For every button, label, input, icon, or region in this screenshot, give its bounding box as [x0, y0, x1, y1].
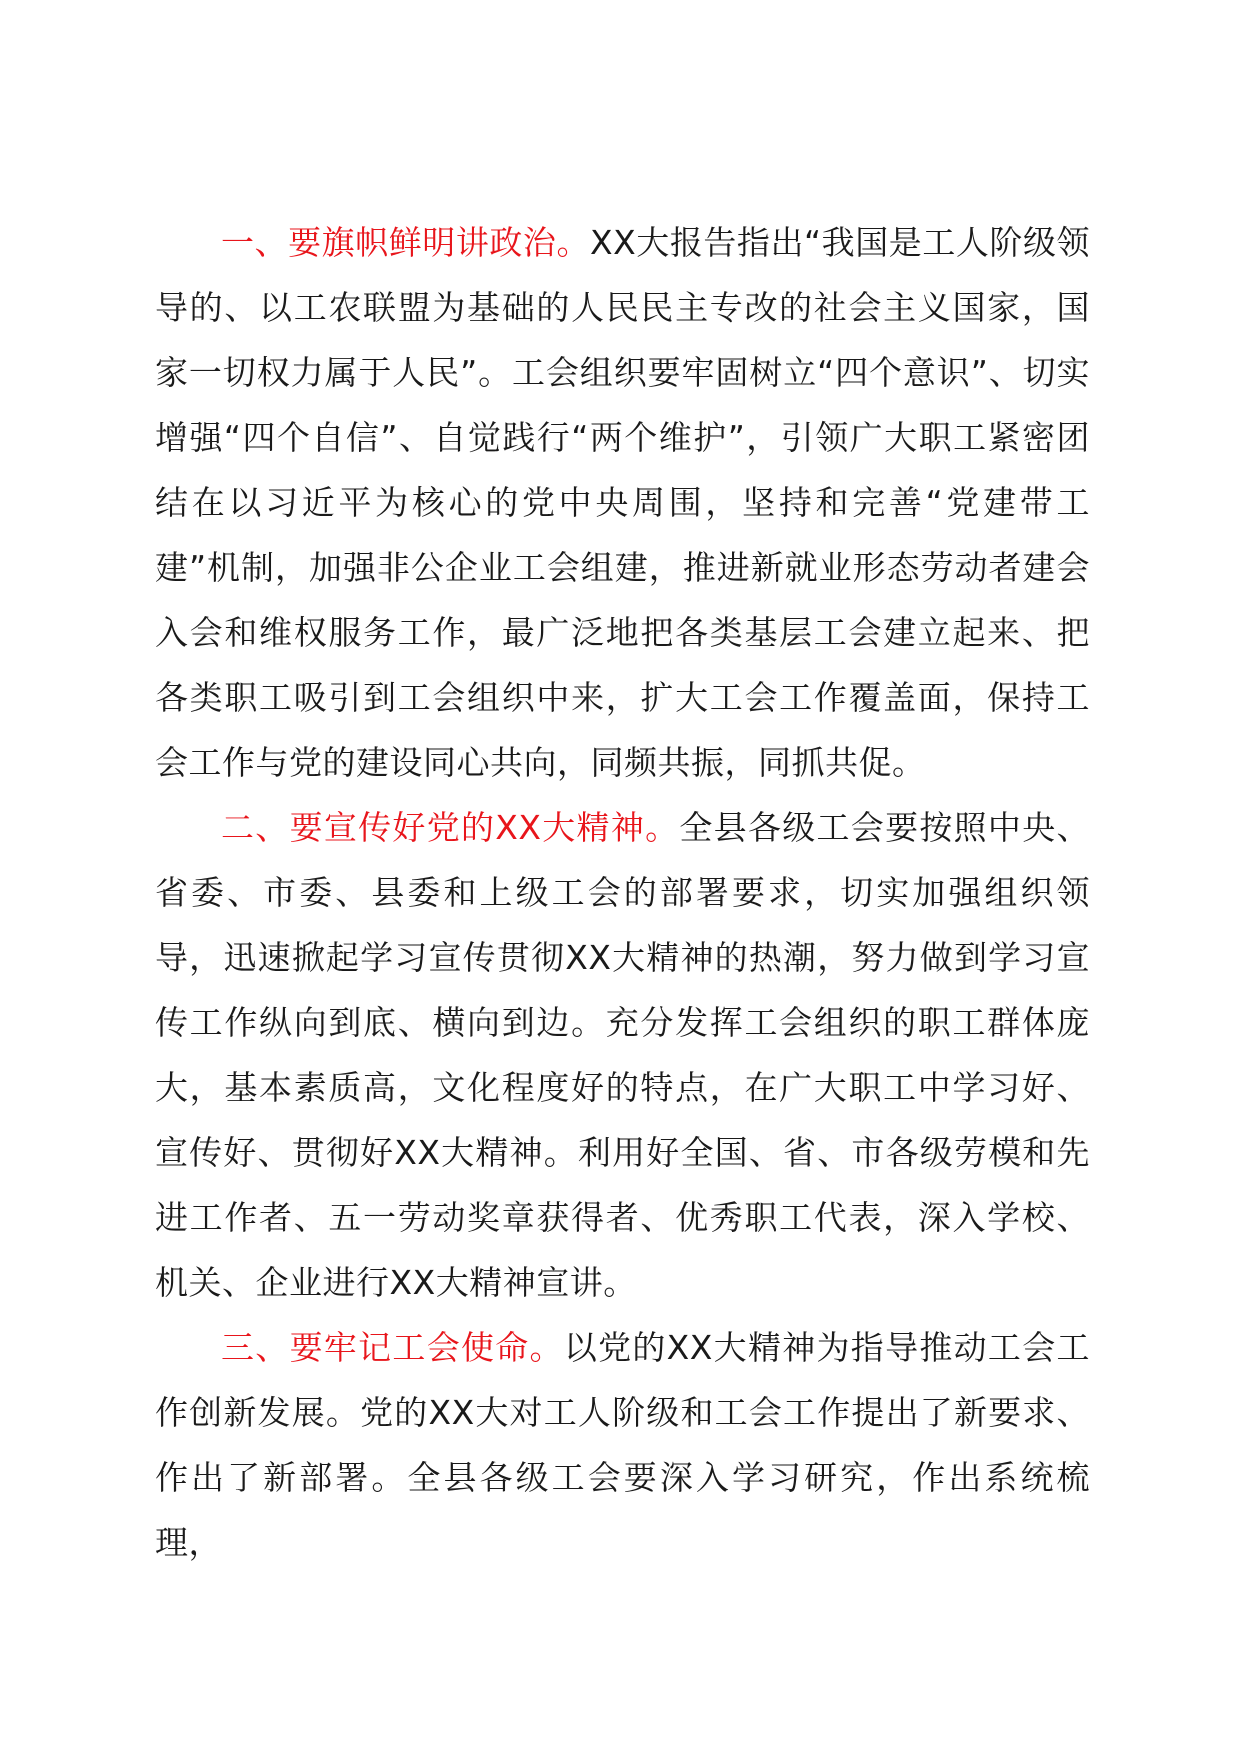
paragraph-1-heading: 一、要旗帜鲜明讲政治。	[221, 223, 591, 262]
paragraph-3-heading: 三、要牢记工会使命。	[221, 1328, 564, 1367]
paragraph-2-body: 全县各级工会要按照中央、省委、市委、县委和上级工会的部署要求，切实加强组织领导，迅速掀起学习宣传贯彻XX大精神的热潮，努力做到学习宣传工作纵向到底、横向到边。充分发挥工会组织的职工群体庞大，基本素质高，文化程度好的特点，在广大职工中学习好、宣传好、贯彻好XX大精神。利用好全国、省、市各级劳模和先进工作者、五一劳动奖章获得者、优秀职工代表，深入学校、机关、企业进行XX大精神宣讲。	[155, 808, 1090, 1302]
paragraph-3-body: 以党的XX大精神为指导推动工会工作创新发展。党的XX大对工人阶级和工会工作提出了新要求、作出了新部署。全县各级工会要深入学习研究，作出系统梳理，	[155, 1328, 1090, 1562]
paragraph-3	[155, 1315, 1090, 1575]
paragraph-2	[155, 795, 1090, 1315]
paragraph-1	[155, 210, 1090, 795]
paragraph-1-body: XX大报告指出“我国是工人阶级领导的、以工农联盟为基础的人民民主专改的社会主义国家，国家一切权力属于人民”。工会组织要牢固树立“四个意识”、切实增强“四个自信”、自觉践行“两个维护”，引领广大职工紧密团结在以习近平为核心的党中央周围，坚持和完善“党建带工建”机制，加强非公企业工会组建，推进新就业形态劳动者建会入会和维权服务工作，最广泛地把各类基层工会建立起来、把各类职工吸引到工会组织中来，扩大工会工作覆盖面，保持工会工作与党的建设同心共向，同频共振，同抓共促。	[155, 223, 1091, 782]
paragraph-2-heading: 二、要宣传好党的XX大精神。	[221, 808, 680, 847]
document-body	[155, 210, 1090, 1575]
